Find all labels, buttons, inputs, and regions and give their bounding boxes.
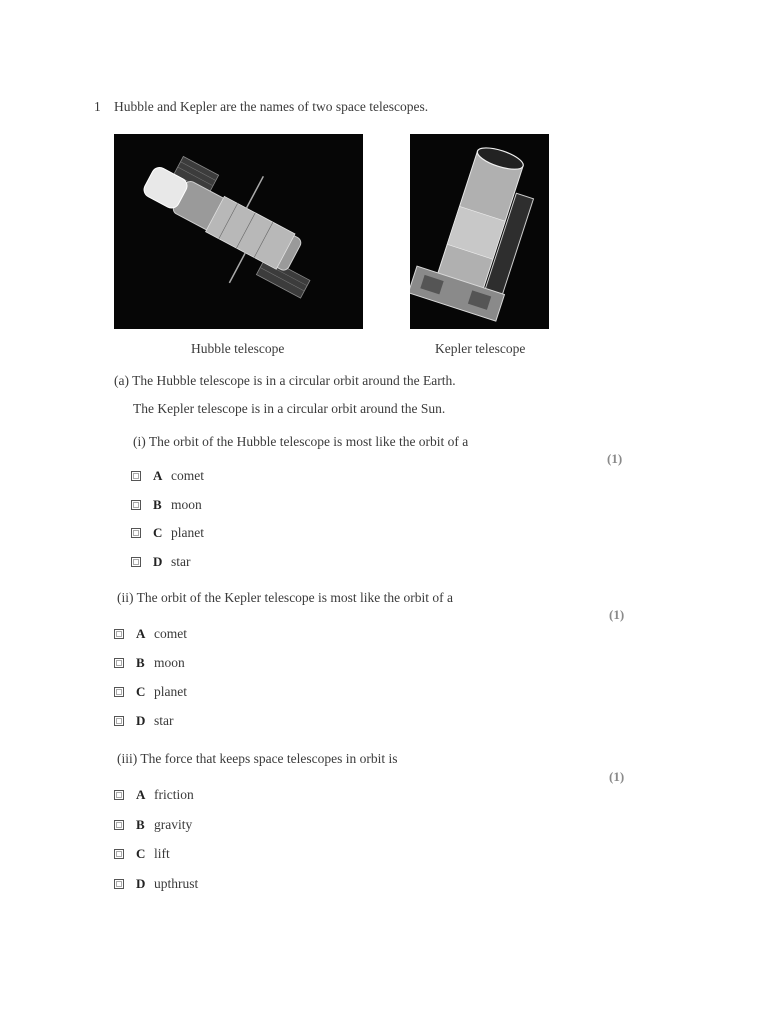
option-ii-d[interactable]: D star <box>114 713 174 729</box>
part-a-line-2: The Kepler telescope is in a circular orbit around the Sun. <box>133 401 446 416</box>
question-iii-marks: (1) <box>609 769 625 784</box>
option-ii-a[interactable]: A comet <box>114 626 187 642</box>
option-i-c[interactable]: C planet <box>131 525 204 541</box>
kepler-telescope-image <box>410 134 549 329</box>
checkbox-icon[interactable] <box>114 658 124 668</box>
option-iii-b[interactable]: B gravity <box>114 817 192 833</box>
option-iii-a[interactable]: A friction <box>114 787 194 803</box>
checkbox-icon[interactable] <box>114 849 124 859</box>
option-ii-c[interactable]: C planet <box>114 684 187 700</box>
question-i-stem: (i) The orbit of the Hubble telescope is most like the orbit of a <box>133 434 469 449</box>
question-ii-stem: (ii) The orbit of the Kepler telescope is most like the orbit of a <box>117 590 454 605</box>
hubble-caption: Hubble telescope <box>191 341 285 356</box>
question-iii-stem: (iii) The force that keeps space telescopes in orbit is <box>117 751 398 766</box>
checkbox-icon[interactable] <box>131 471 141 481</box>
option-ii-b[interactable]: B moon <box>114 655 185 671</box>
checkbox-icon[interactable] <box>114 879 124 889</box>
checkbox-icon[interactable] <box>114 820 124 830</box>
checkbox-icon[interactable] <box>131 557 141 567</box>
option-i-a[interactable]: A comet <box>131 468 204 484</box>
checkbox-icon[interactable] <box>114 629 124 639</box>
option-i-d[interactable]: D star <box>131 554 191 570</box>
question-intro: Hubble and Kepler are the names of two space telescopes. <box>114 99 429 114</box>
checkbox-icon[interactable] <box>114 790 124 800</box>
checkbox-icon[interactable] <box>114 687 124 697</box>
checkbox-icon[interactable] <box>114 716 124 726</box>
part-a-line-1: (a) The Hubble telescope is in a circular orbit around the Earth. <box>114 373 456 388</box>
question-number: 1 <box>94 99 101 114</box>
checkbox-icon[interactable] <box>131 528 141 538</box>
option-iii-d[interactable]: D upthrust <box>114 876 198 892</box>
kepler-caption: Kepler telescope <box>435 341 526 356</box>
checkbox-icon[interactable] <box>131 500 141 510</box>
option-i-b[interactable]: B moon <box>131 497 202 513</box>
option-iii-c[interactable]: C lift <box>114 846 170 862</box>
question-i-marks: (1) <box>607 451 623 466</box>
hubble-telescope-image <box>114 134 363 329</box>
question-ii-marks: (1) <box>609 607 625 622</box>
